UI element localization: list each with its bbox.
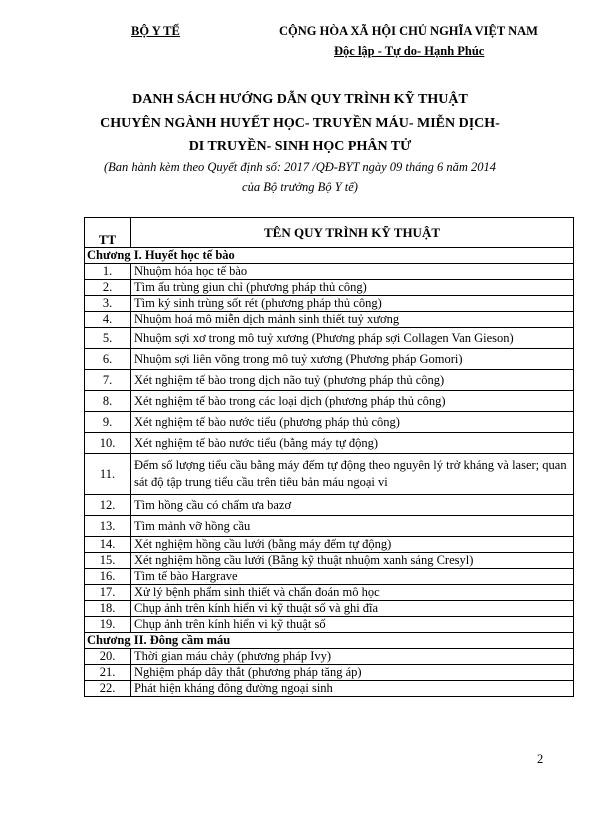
procedure-name: Xét nghiệm tế bào trong các loại dịch (phương pháp thủ công): [131, 391, 574, 412]
row-number: 18.: [85, 601, 131, 617]
procedure-name: Tìm mảnh vỡ hồng cầu: [131, 516, 574, 537]
procedure-name: Nghiệm pháp dây thắt (phương pháp tăng áp): [131, 665, 574, 681]
procedure-name: Chụp ảnh trên kính hiển vi kỹ thuật số và ghi đĩa: [131, 601, 574, 617]
document-title-line3: DI TRUYỀN- SINH HỌC PHÂN TỬ: [188, 139, 412, 154]
procedure-name: Xét nghiệm hồng cầu lưới (Bằng kỹ thuật nhuộm xanh sáng Cresyl): [131, 553, 574, 569]
table-row: [85, 516, 574, 537]
table-row: [85, 617, 574, 633]
chapter-heading-1: Chương I. Huyết học tế bào: [85, 248, 574, 264]
table-row: [85, 681, 574, 697]
chapter-heading-2: Chương II. Đông cầm máu: [85, 633, 574, 649]
procedure-name: Nhuộm sợi xơ trong mô tuỷ xương (Phương pháp sợi Collagen Van Gieson): [131, 328, 574, 349]
table-row: [85, 280, 574, 296]
country-name: CỘNG HÒA XÃ HỘI CHỦ NGHĨA VIỆT NAM: [279, 24, 538, 38]
procedure-name: Chụp ảnh trên kính hiển vi kỹ thuật số: [131, 617, 574, 633]
procedure-name: Xét nghiệm hồng cầu lưới (bằng máy đếm tự động): [131, 537, 574, 553]
procedure-name: Tìm hồng cầu có chấm ưa bazơ: [131, 495, 574, 516]
row-number: 4.: [85, 312, 131, 328]
row-number: 21.: [85, 665, 131, 681]
row-number: 5.: [85, 328, 131, 349]
column-header-name: TÊN QUY TRÌNH KỸ THUẬT: [131, 218, 574, 248]
procedure-name: Nhuộm hóa học tế bào: [131, 264, 574, 280]
row-number: 11.: [85, 454, 131, 495]
procedure-name: Xét nghiệm tế bào nước tiểu (phương pháp thủ công): [131, 412, 574, 433]
row-number: 8.: [85, 391, 131, 412]
row-number: 22.: [85, 681, 131, 697]
table-row: [85, 649, 574, 665]
row-number: 17.: [85, 585, 131, 601]
row-number: 9.: [85, 412, 131, 433]
row-number: 13.: [85, 516, 131, 537]
table-row: [85, 553, 574, 569]
table-row: [85, 370, 574, 391]
procedure-name: Phát hiện kháng đông đường ngoại sinh: [131, 681, 574, 697]
row-number: 3.: [85, 296, 131, 312]
row-number: 7.: [85, 370, 131, 391]
procedure-name: Xét nghiệm tế bào nước tiểu (bằng máy tự động): [131, 433, 574, 454]
procedure-name: Xử lý bệnh phẩm sinh thiết và chẩn đoán mô học: [131, 585, 574, 601]
procedure-name: Đếm số lượng tiểu cầu bằng máy đếm tự động theo nguyên lý trở kháng và laser; quan sát độ tập trung tiểu cầu trên tiêu bản máu ngoại vi: [131, 454, 574, 495]
table-row: [85, 312, 574, 328]
procedure-name: Tìm ấu trùng giun chỉ (phương pháp thủ công): [131, 280, 574, 296]
national-motto: Độc lập - Tự do- Hạnh Phúc: [334, 44, 485, 58]
table-row: [85, 537, 574, 553]
procedure-name: Tìm ký sinh trùng sốt rét (phương pháp thủ công): [131, 296, 574, 312]
row-number: 15.: [85, 553, 131, 569]
procedure-name: Thời gian máu chảy (phương pháp Ivy): [131, 649, 574, 665]
procedure-name: Tìm tế bào Hargrave: [131, 569, 574, 585]
procedure-name: Xét nghiệm tế bào trong dịch não tuỷ (phương pháp thủ công): [131, 370, 574, 391]
procedure-table-body: [85, 248, 574, 697]
table-row: [85, 585, 574, 601]
table-row: [85, 601, 574, 617]
column-header-tt: TT: [85, 218, 131, 248]
row-number: 2.: [85, 280, 131, 296]
table-row: [85, 433, 574, 454]
row-number: 10.: [85, 433, 131, 454]
procedure-table: [84, 217, 574, 697]
row-number: 12.: [85, 495, 131, 516]
table-row: [85, 391, 574, 412]
row-number: 16.: [85, 569, 131, 585]
ministry-name: BỘ Y TẾ: [131, 24, 180, 38]
document-subtitle-line1: (Ban hành kèm theo Quyết định số: 2017 /QĐ-BYT ngày 09 tháng 6 năm 2014: [103, 160, 497, 174]
document-title-line2: CHUYÊN NGÀNH HUYẾT HỌC- TRUYỀN MÁU- MIỄN DỊCH-: [100, 116, 500, 131]
table-row: [85, 495, 574, 516]
table-row: [85, 569, 574, 585]
row-number: 1.: [85, 264, 131, 280]
row-number: 14.: [85, 537, 131, 553]
procedure-name: Nhuộm sợi liên võng trong mô tuỷ xương (Phương pháp Gomori): [131, 349, 574, 370]
table-row: [85, 296, 574, 312]
table-row: [85, 665, 574, 681]
table-row: [85, 264, 574, 280]
row-number: 19.: [85, 617, 131, 633]
table-row: [85, 349, 574, 370]
row-number: 20.: [85, 649, 131, 665]
page-number: 2: [537, 752, 544, 766]
table-row: [85, 454, 574, 495]
row-number: 6.: [85, 349, 131, 370]
table-row: [85, 328, 574, 349]
document-subtitle-line2: của Bộ trưởng Bộ Y tế): [242, 180, 358, 194]
table-row: [85, 412, 574, 433]
procedure-name: Nhuộm hoá mô miễn dịch mảnh sinh thiết tuỷ xương: [131, 312, 574, 328]
document-title-line1: DANH SÁCH HƯỚNG DẪN QUY TRÌNH KỸ THUẬT: [132, 92, 468, 107]
